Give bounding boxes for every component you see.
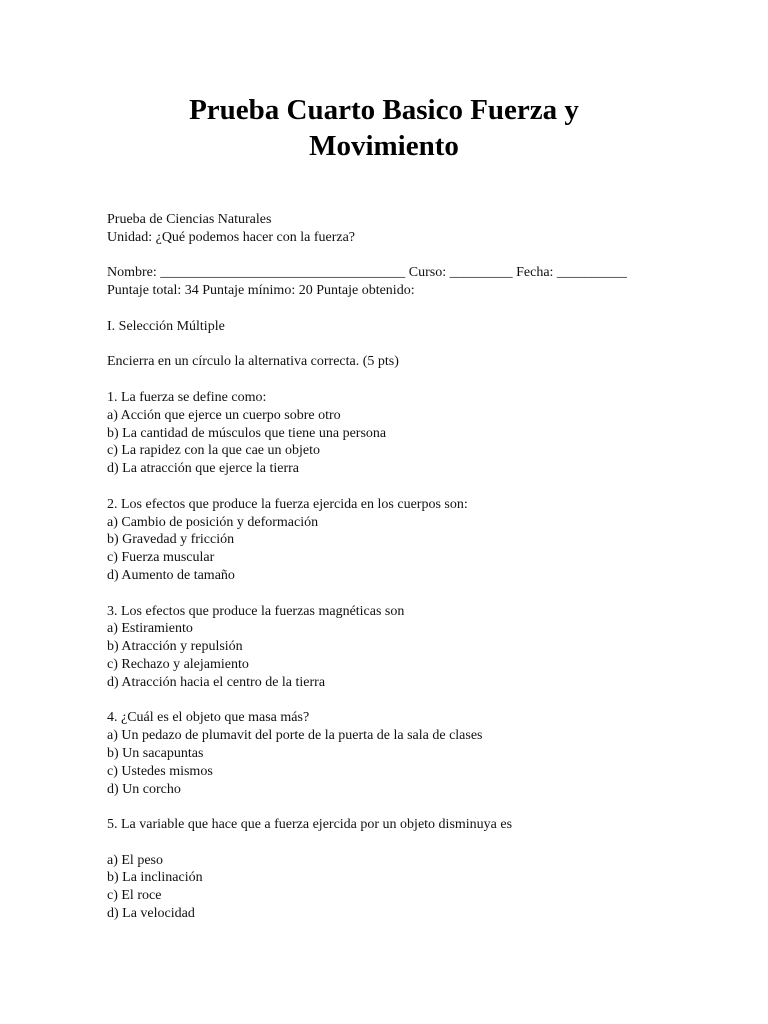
option-d: d) Atracción hacia el centro de la tierra [107, 674, 326, 690]
question-3 [107, 603, 727, 692]
question-prompt: 4. ¿Cuál es el objeto que masa más? [107, 710, 310, 726]
option-b: b) La inclinación [107, 870, 203, 886]
question-5 [107, 816, 727, 923]
option-a: a) Estiramiento [107, 621, 193, 637]
section-heading: I. Selección Múltiple [107, 318, 225, 334]
option-b: b) Gravedad y fricción [107, 532, 235, 548]
question-4 [107, 709, 727, 798]
spacer [107, 300, 727, 318]
option-c: c) El roce [107, 888, 162, 904]
option-c: c) Ustedes mismos [107, 763, 213, 779]
option-b: b) La cantidad de músculos que tiene una persona [107, 425, 387, 441]
option-d: d) Un corcho [107, 781, 181, 797]
unit-line: Unidad: ¿Qué podemos hacer con la fuerza? [107, 229, 355, 245]
title-line-2: Movimiento [309, 130, 459, 162]
option-a: a) El peso [107, 852, 163, 868]
document-title [80, 92, 688, 164]
spacer [107, 336, 727, 354]
document-body [107, 211, 727, 923]
score-line: Puntaje total: 34 Puntaje mínimo: 20 Puntaje obtenido: [107, 283, 415, 299]
option-b: b) Atracción y repulsión [107, 639, 243, 655]
option-c: c) La rapidez con la que cae un objeto [107, 443, 321, 459]
question-1 [107, 389, 727, 478]
question-prompt: 5. La variable que hace que a fuerza ejercida por un objeto disminuya es [107, 817, 513, 833]
question-prompt: 1. La fuerza se define como: [107, 389, 267, 405]
option-c: c) Fuerza muscular [107, 550, 215, 566]
option-d: d) La velocidad [107, 906, 195, 922]
option-a: a) Acción que ejerce un cuerpo sobre otro [107, 407, 341, 423]
title-line-1: Prueba Cuarto Basico Fuerza y [189, 94, 579, 126]
question-2 [107, 496, 727, 585]
option-d: d) Aumento de tamaño [107, 567, 235, 583]
student-info-line: Nombre: ___________________________________ Curso: _________ Fecha: __________ [107, 265, 627, 281]
option-a: a) Un pedazo de plumavit del porte de la puerta de la sala de clases [107, 728, 483, 744]
question-prompt: 3. Los efectos que produce la fuerzas magnéticas son [107, 603, 405, 619]
spacer [107, 247, 727, 265]
question-prompt: 2. Los efectos que produce la fuerza ejercida en los cuerpos son: [107, 496, 468, 512]
option-c: c) Rechazo y alejamiento [107, 656, 249, 672]
spacer [107, 834, 727, 852]
option-b: b) Un sacapuntas [107, 745, 204, 761]
instructions: Encierra en un círculo la alternativa correcta. (5 pts) [107, 354, 399, 370]
option-a: a) Cambio de posición y deformación [107, 514, 319, 530]
subject-line: Prueba de Ciencias Naturales [107, 212, 272, 227]
option-d: d) La atracción que ejerce la tierra [107, 461, 299, 477]
